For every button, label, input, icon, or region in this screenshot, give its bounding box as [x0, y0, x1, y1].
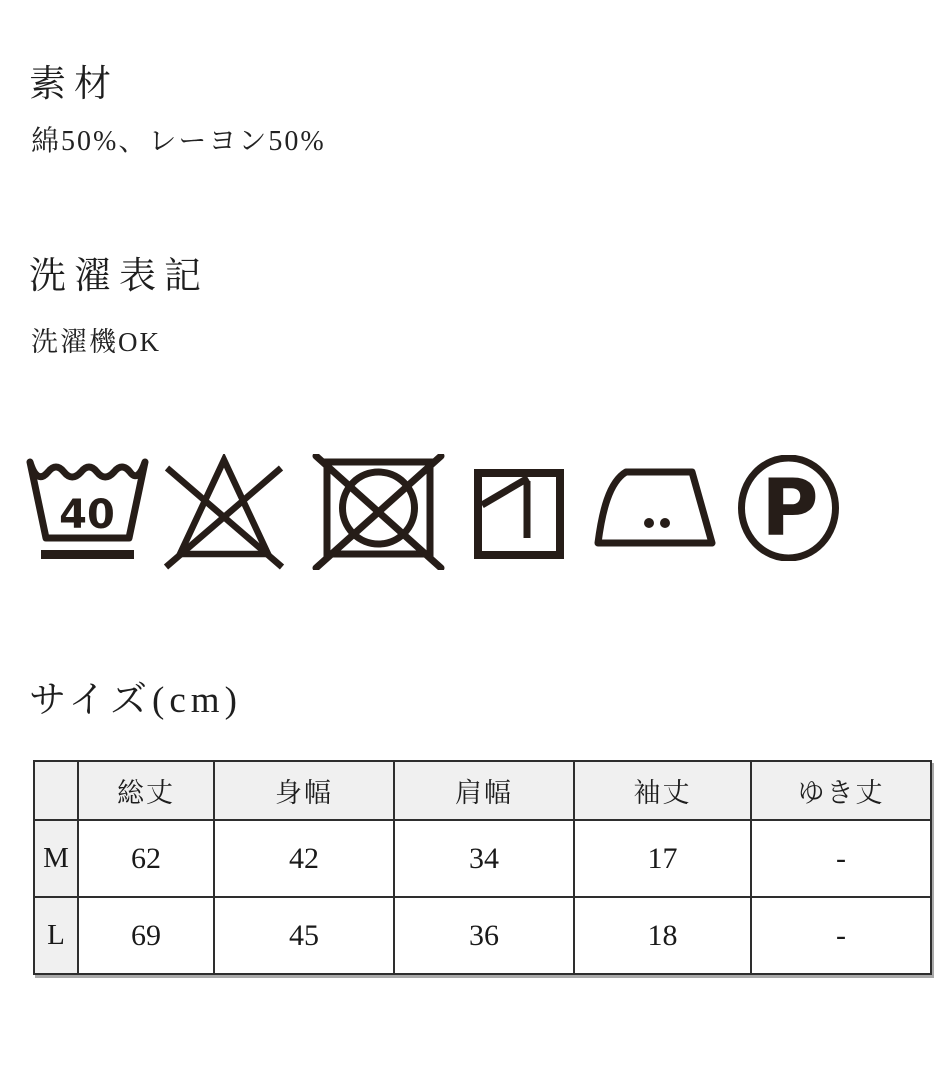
l-total-length: 69: [78, 897, 214, 974]
col-header-body-width: 身幅: [214, 761, 394, 820]
m-total-length: 62: [78, 820, 214, 897]
wash-temp-label: 40: [59, 492, 115, 538]
col-header-shoulder-width: 肩幅: [394, 761, 574, 820]
table-row-m: [34, 820, 931, 897]
no-tumble-dry-icon: [312, 454, 445, 570]
m-sleeve-length: 17: [574, 820, 751, 897]
dry-clean-p-icon: [737, 455, 840, 561]
washing-heading: 洗濯表記: [29, 256, 209, 297]
l-yuki-length: -: [751, 897, 931, 974]
size-table-header-row: [34, 761, 931, 820]
size-table: [33, 760, 932, 975]
l-shoulder-width: 36: [394, 897, 574, 974]
iron-two-dots-icon: [592, 466, 718, 550]
size-table-corner-cell: [34, 761, 78, 820]
m-yuki-length: -: [751, 820, 931, 897]
no-bleach-icon: [163, 454, 285, 570]
size-label-m: M: [34, 820, 78, 897]
l-sleeve-length: 18: [574, 897, 751, 974]
col-header-sleeve-length: 袖丈: [574, 761, 751, 820]
col-header-total-length: 総丈: [78, 761, 214, 820]
washing-value: 洗濯機OK: [31, 327, 161, 357]
l-body-width: 45: [214, 897, 394, 974]
line-dry-shade-icon: [473, 468, 565, 560]
care-symbols-row: [25, 452, 925, 574]
size-heading: サイズ(cm): [29, 680, 242, 721]
machine-wash-40-icon: [25, 452, 150, 567]
col-header-yuki-length: ゆき丈: [751, 761, 931, 820]
size-label-l: L: [34, 897, 78, 974]
table-row-l: [34, 897, 931, 974]
m-shoulder-width: 34: [394, 820, 574, 897]
material-value: 綿50%、レーヨン50%: [31, 126, 326, 157]
material-heading: 素材: [29, 64, 119, 105]
dry-clean-letter: P: [761, 464, 819, 554]
m-body-width: 42: [214, 820, 394, 897]
